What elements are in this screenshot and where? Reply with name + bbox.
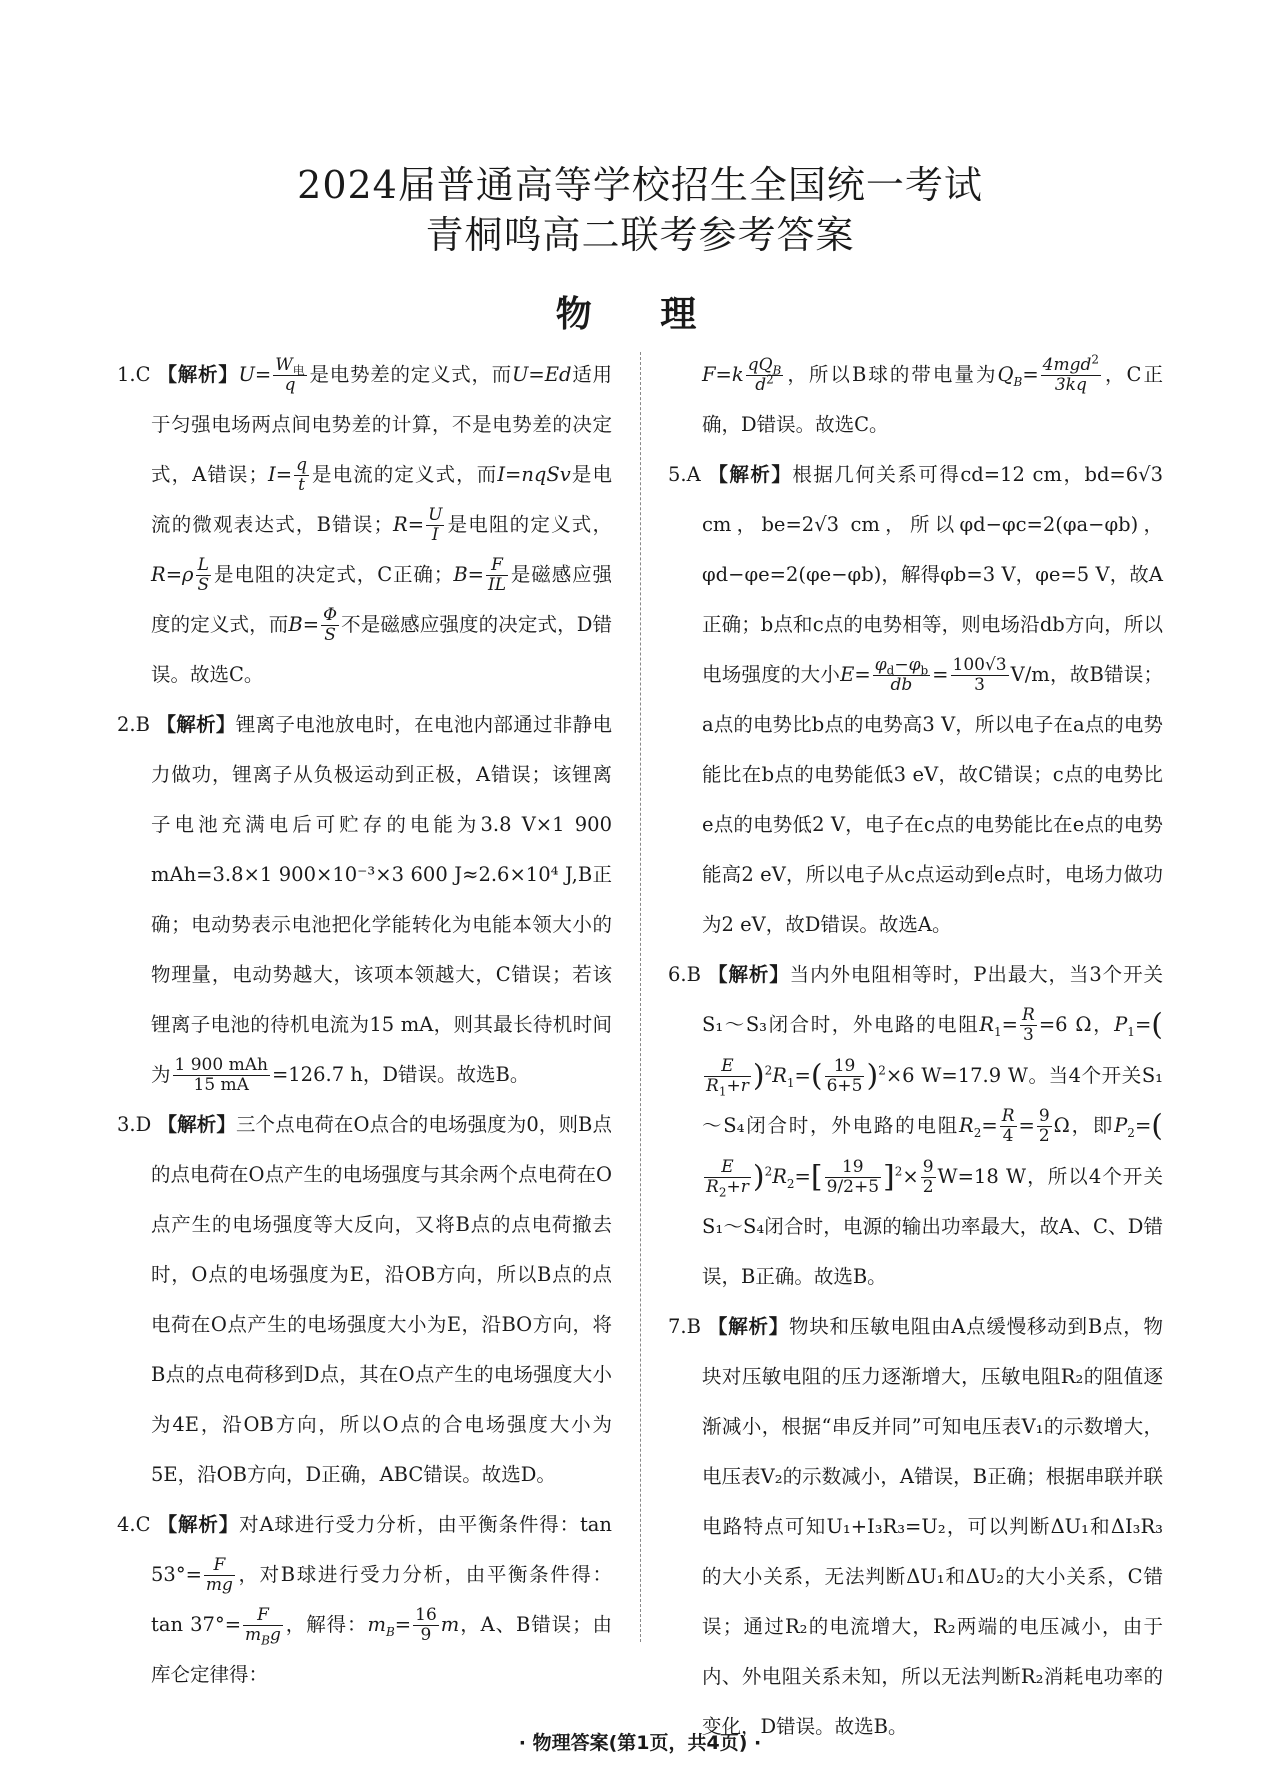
answer-2-number: 2.B (117, 713, 150, 736)
answer-2: 2.B 【解析】锂离子电池放电时，在电池内部通过非静电力做功，锂离子从负极运动到正极，A错误；该锂离子电池充满电后可贮存的电能为3.8 V×1 900 mAh=3.8×1 900×10⁻³×3 600 J≈2.6×10⁴ J,B正确；电动势表示电池把化学能转化为电能本领大小的物理量，电动势越大，该项本领越大，C错误；若该锂离子电池的待机电流为15 mA，则其最长待机时间为 $\frac{\text{1 900 mAh}}{15 mA}$ =126.7 h，D错误。故选B。 (117, 713, 612, 1095)
answer-6-tag: 【解析】 (708, 963, 790, 986)
answer-4-continued: F=k $\frac{qQ_B}{d^2}$ ，所以B球的带电量为$Q_B=$ $\frac{4mgd^2}{3kq}$ ，C正确，D错误。故选C。 (702, 352, 1163, 436)
answer-7-number: 7.B (668, 1315, 701, 1338)
answer-7: 7.B 【解析】物块和压敏电阻由A点缓慢移动到B点，物块对压敏电阻的压力逐渐增大，压敏电阻R₂的阻值逐渐减小，根据“串反并同”可知电压表V₁的示数增大，电压表V₂的示数减小，A错误，B正确；根据串联并联电路特点可知U₁+I₃R₃=U₂，可以判断ΔU₁和ΔI₃R₃的大小关系，无法判断ΔU₁和ΔU₂的大小关系，C错误；通过R₂的电流增大，R₂两端的电压减小，由于内、外电阻关系未知，所以无法判断R₂消耗电功率的变化，D错误。故选B。 (668, 1315, 1163, 1738)
page-footer: · 物理答案(第1页，共4页) · (518, 1732, 762, 1754)
answer-5: 5.A 【解析】根据几何关系可得cd=12 cm，bd=6√3 cm，be=2√3 cm，所以φd−φc=2(φa−φb)，φd−φe=2(φe−φb)，解得φb=3 V，φe=5 V，故A正确；b点和c点的电势相等，则电场沿db方向，所以电场强度的大小E= $\frac{\varphi_d-\varphi_b}{db}$ = $\frac{100√3}{3}$ V/m，故B错误；a点的电势比b点的电势高3 V，所以电子在a点的电势能比在b点的电势能低3 eV，故C错误；c点的电势比e点的电势低2 V，电子在c点的电势能比在e点的电势能高2 eV，所以电子从c点运动到e点时，电场力做功为2 eV，故D错误。故选A。 (668, 463, 1163, 936)
answer-6-number: 6.B (668, 963, 701, 986)
answer-3: 3.D 【解析】三个点电荷在O点合的电场强度为0，则B点的点电荷在O点产生的电场强度与其余两个点电荷在O点产生的电场强度等大反向，又将B点的点电荷撤去时，O点的电场强度为E，沿OB方向，所以B点的点电荷在O点产生的电场强度大小为E，沿BO方向，将B点的点电荷移到D点，其在O点产生的电场强度大小为4E，沿OB方向，所以O点的合电场强度大小为5E，沿OB方向，D正确，ABC错误。故选D。 (117, 1113, 612, 1486)
answer-1-tag: 【解析】 (157, 363, 239, 386)
right-column (668, 350, 1163, 1752)
answer-4-tag: 【解析】 (157, 1513, 240, 1536)
answer-7-tag: 【解析】 (707, 1315, 790, 1338)
subject-title: 物 理 (555, 293, 725, 335)
title-block (0, 160, 1280, 337)
exam-title: 2024届普通高等学校招生全国统一考试 (297, 163, 983, 207)
answer-4: 4.C 【解析】对A球进行受力分析，由平衡条件得：tan 53°= $\frac{F}{mg}$ ，对B球进行受力分析，由平衡条件得：tan 37°= $\frac{F}{m_Bg}$ ，解得：$m_B=$ $\frac{16}{9}$ m，A、B错误；由库仑定律得： (117, 1513, 612, 1686)
answer-3-tag: 【解析】 (157, 1113, 236, 1136)
answer-6: 6.B 【解析】当内外电阻相等时，P出最大，当3个开关S₁～S₃闭合时，外电路的电阻$R_1=$ $\frac{R}{3}$ =6 Ω，$P_1=$( $\frac{E}{R_1+r}$ )$^2R_1=$( $\frac{19}{6+5}$ )$^2$×6 W=17.9 W。当4个开关S₁～S₄闭合时，外电路的电阻$R_2=$ $\frac{R}{4}$ = $\frac{9}{2}$ Ω，即$P_2=$( $\frac{E}{R_2+r}$ )$^2R_2=$[ $\frac{19}{9/2+5}$ ]$^2$× $\frac{9}{2}$ W=18 W，所以4个开关S₁～S₄闭合时，电源的输出功率最大，故A、C、D错误，B正确。故选B。 (668, 963, 1163, 1288)
answer-5-number: 5.A (668, 463, 701, 486)
answer-5-tag: 【解析】 (708, 463, 793, 486)
answer-1: 1.C 【解析】U= $\frac{W_电}{q}$ 是电势差的定义式，而U=Ed适用于匀强电场两点间电势差的计算，不是电势差的决定式，A错误；I= $\frac{q}{t}$ 是电流的定义式，而I=nqSv是电流的微观表达式，B错误；R= $\frac{U}{I}$ 是电阻的定义式，R=ρ $\frac{L}{S}$ 是电阻的决定式，C正确；B= $\frac{F}{IL}$ 是磁感应强度的定义式，而B= $\frac{\Phi}{S}$ 不是磁感应强度的决定式，D错误。故选C。 (117, 355, 612, 686)
answer-1-number: 1.C (117, 363, 151, 386)
column-divider (640, 352, 641, 1642)
exam-subtitle: 青桐鸣高二联考参考答案 (425, 213, 855, 257)
answer-4-number: 4.C (117, 1513, 151, 1536)
answer-2-tag: 【解析】 (156, 713, 236, 736)
answer-3-number: 3.D (117, 1113, 152, 1136)
left-column (117, 350, 612, 1700)
